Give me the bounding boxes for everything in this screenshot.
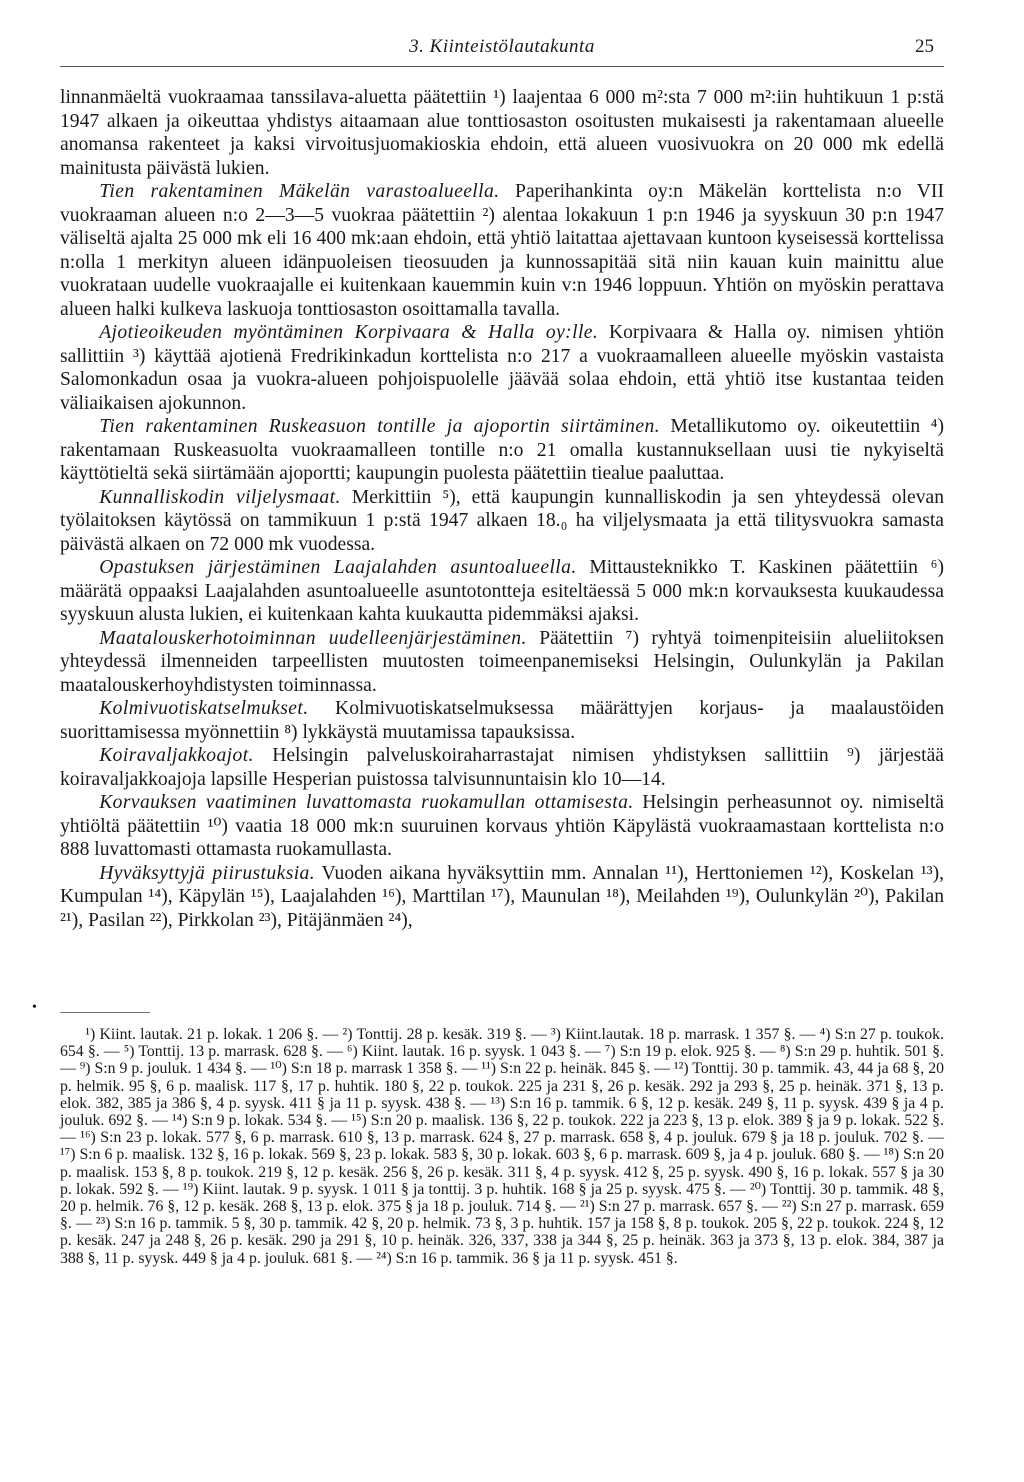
footnotes [60,1026,944,1267]
paragraph-text: Mittausteknikko T. Kaskinen päätettiin ⁶) määrätä oppaaksi Laajalahden asuntoalueelle asuntotontteja esiteltäessä 5 000 mk:n korvauksesta kuukaudessa syyskuun alusta lukien, ei kuitenkaan kahta kuukautta pidemmäksi ajaksi. [60,557,944,625]
section-heading: Kunnalliskodin viljelysmaat. [99,486,341,508]
paragraph [60,697,944,744]
paragraph [60,862,944,933]
section-heading: Hyväksyttyjä piirustuksia. [99,862,316,884]
section-heading: Koiravaljakkoajot. [99,745,254,766]
section-heading: Maatalouskerhotoiminnan uudelleenjärjestäminen. [99,627,527,649]
paragraph-text: Paperihankinta oy:n Mäkelän korttelista n:o VII vuokraaman alueen n:o 2—3—5 vuokraa päätettiin ²) alentaa lokakuun 1 p:n 1946 ja syyskuun 30 p:n 1947 väliseltä ajalta 25 000 mk eli 16 400 mk:aan ehdoin, että yhtiö laitattaa ajettavaan kuntoon kyseisessä korttelissa n:olla 1 merkityn alueen idänpuoleisen tieosuuden ja kunnossapitää sitä niin kauan kuin mainittu alue vuokrataan uudelle vuokraajalle ei kuitenkaan kauemmin kuin v:n 1946 loppuun. Yhtiön on myöskin perattava alueen halki kulkeva laskuoja tonttiosaston osoittamalla tavalla. [60,181,944,320]
section-heading: Opastuksen järjestäminen Laajalahden asuntoalueella. [99,557,577,578]
footnote-divider [60,1012,150,1013]
running-title: 3. Kiinteistölautakunta [409,36,595,57]
page-header [60,32,944,67]
paragraph [60,415,944,486]
paragraph [60,744,944,791]
section-heading: Korvauksen vaatiminen luvattomasta ruokamullan ottamisesta. [99,792,634,813]
paragraph-text: linnanmäeltä vuokraamaa tanssilava-aluetta päätettiin ¹) laajentaa 6 000 m²:sta 7 000 m²:iin huhtikuun 1 p:stä 1947 alkaen ja oikeuttaa yhdistys aitaamaan alue tonttiosaston osoitusten mukaisesti ja rakentamaan alueelle anomansa rakenteet ja kaksi virvoitusjuomakioskia ehdoin, että alueen vuosivuokra on 20 000 mk edellä mainitusta päivästä lukien. [60,87,944,179]
margin-bullet: • [32,1000,37,1015]
paragraph-text: Merkittiin ⁵), että kaupungin kunnalliskodin ja sen yhteydessä olevan työlaitoksen käytössä on tammikuun 1 p:stä 1947 alkaen 18.₀ ha viljelysmaata ja että tilitysvuokra samasta päivästä alkaen on 72 000 mk vuodessa. [60,486,944,555]
paragraph [60,791,944,862]
footnote-text: ¹) Kiint. lautak. 21 p. lokak. 1 206 §. — ²) Tonttij. 28 p. kesäk. 319 §. — ³) Kiint.lautak. 18 p. marrask. 1 357 §. — ⁴) S:n 27 p. toukok. 654 §. — ⁵) Tonttij. 13 p. marrask. 628 §. — ⁶) Kiint. lautak. 16 p. syysk. 1 043 §. — ⁷) S:n 19 p. elok. 925 §. — ⁸) S:n 29 p. huhtik. 501 §. — ⁹) S:n 9 p. jouluk. 1 434 §. — ¹⁰) S:n 18 p. marrask 1 358 §. — ¹¹) S:n 22 p. heinäk. 845 §. — ¹²) Tonttij. 30 p. tammik. 43, 44 ja 68 §, 20 p. helmik. 95 §, 6 p. maalisk. 117 §, 17 p. huhtik. 180 §, 22 p. toukok. 225 ja 231 §, 26 p. kesäk. 292 ja 293 §, 25 p. heinäk. 371 §, 13 p. elok. 382, 385 ja 386 §, 4 p. syysk. 411 § ja 11 p. syysk. 438 §. — ¹³) S:n 16 p. tammik. 6 §, 12 p. kesäk. 249 §, 11 p. syysk. 439 § ja 4 p. jouluk. 692 §. — ¹⁴) S:n 9 p. lokak. 534 §. — ¹⁵) S:n 20 p. maalisk. 136 §, 22 p. toukok. 222 ja 223 §, 13 p. elok. 389 § ja 9 p. lokak. 522 §. — ¹⁶) S:n 23 p. lokak. 577 §, 6 p. marrask. 610 §, 13 p. marrask. 624 §, 27 p. marrask. 658 §, 4 p. jouluk. 679 § ja 18 p. jouluk. 702 §. — ¹⁷) S:n 6 p. maalisk. 132 §, 16 p. lokak. 569 §, 23 p. lokak. 583 §, 30 p. lokak. 603 §, 6 p. marrask. 609 §, ja 4 p. jouluk. 680 §. — ¹⁸) S:n 20 p. maalisk. 153 §, 8 p. toukok. 219 §, 12 p. kesäk. 256 §, 26 p. kesäk. 311 §, 4 p. syysk. 412 §, 25 p. syysk. 490 §, 16 p. lokak. 557 § ja 30 p. lokak. 592 §. — ¹⁹) Kiint. lautak. 9 p. syysk. 1 011 § ja tonttij. 3 p. huhtik. 168 § ja 25 p. syysk. 475 §. — ²⁰) Tonttij. 30 p. tammik. 48 §, 20 p. helmik. 76 §, 12 p. kesäk. 268 §, 13 p. elok. 375 § ja 18 p. jouluk. 714 §. — ²¹) S:n 27 p. marrask. 657 §. — ²²) S:n 27 p. marrask. 659 §. — ²³) S:n 16 p. tammik. 5 §, 30 p. tammik. 42 §, 20 p. helmik. 73 §, 3 p. huhtik. 157 ja 158 §, 8 p. toukok. 205 §, 22 p. toukok. 224 §, 12 p. kesäk. 247 ja 248 §, 26 p. kesäk. 290 ja 291 §, 10 p. heinäk. 326, 337, 338 ja 344 §, 25 p. heinäk. 363 ja 373 §, 13 p. elok. 384, 387 ja 388 §, 11 p. syysk. 449 § ja 4 p. jouluk. 681 §. — ²⁴) S:n 16 p. tammik. 36 § ja 11 p. syysk. 451 §. [60,1026,944,1267]
paragraph-text: Kolmivuotiskatselmuksessa määrättyjen korjaus- ja maalaustöiden suorittamisessa myönnettiin ⁸) lykkäystä muutamissa tapauksissa. [60,698,944,743]
paragraph-text: Korpivaara & Halla oy. nimisen yhtiön sallittiin ³) käyttää ajotienä Fredrikinkadun korttelista n:o 217 a vuokraamalleen alueelle myöskin vastaista Salomonkadun osaa ja vuokra-alueen pohjoispuolelle jäävää solaa ehdoin, että yhtiö itse kustantaa teiden väliaikaisen ajokunnon. [60,322,944,414]
section-heading: Tien rakentaminen Ruskeasuon tontille ja ajoportin siirtäminen. [99,416,660,437]
paragraph [60,627,944,698]
paragraph [60,321,944,415]
body-text [60,86,944,932]
paragraph-text: Päätettiin ⁷) ryhtyä toimenpiteisiin alueliitoksen yhteydessä ilmenneiden tarpeellisten muutosten toimeenpanemiseksi Helsingin, Oulunkylän ja Pakilan maatalouskerhoyhdistysten toiminnassa. [60,627,944,696]
paragraph [60,556,944,627]
paragraph [60,486,944,557]
section-heading: Ajotieoikeuden myöntäminen Korpivaara & Halla oy:lle. [99,322,599,343]
paragraph [60,180,944,321]
paragraph-text: Metallikutomo oy. oikeutettiin ⁴) rakentamaan Ruskeasuolta vuokraamalleen tontille n:o 21 omalla kustannuksellaan uusi tie nykyiseltä käyttötieltä sekä siirtämään ajoportti; kaupungin puolesta päätettiin tiealue paaluttaa. [60,416,945,484]
paragraph-text: Helsingin palveluskoiraharrastajat nimisen yhdistyksen sallittiin ⁹) järjestää koiravaljakkoajoja lapsille Hesperian puistossa talvisunnuntaisin klo 10—14. [60,745,944,790]
paragraph-text: Vuoden aikana hyväksyttiin mm. Annalan ¹¹), Herttoniemen ¹²), Koskelan ¹³), Kumpulan ¹⁴), Käpylän ¹⁵), Laajalahden ¹⁶), Marttilan ¹⁷), Maunulan ¹⁸), Meilahden ¹⁹), Oulunkylän ²⁰), Pakilan ²¹), Pasilan ²²), Pirkkolan ²³), Pitäjänmäen ²⁴), [60,862,944,931]
section-heading: Kolmivuotiskatselmukset. [99,698,309,719]
paragraph [60,86,944,180]
paragraph-text: Helsingin perheasunnot oy. nimiseltä yhtiöltä päätettiin ¹⁰) vaatia 18 000 mk:n suuruinen korvaus yhtiön Käpylästä vuokraamastaan korttelista n:o 888 luvattomasti ottamasta ruokamullasta. [60,792,944,860]
page-number: 25 [915,36,934,57]
section-heading: Tien rakentaminen Mäkelän varastoalueella. [99,181,500,202]
